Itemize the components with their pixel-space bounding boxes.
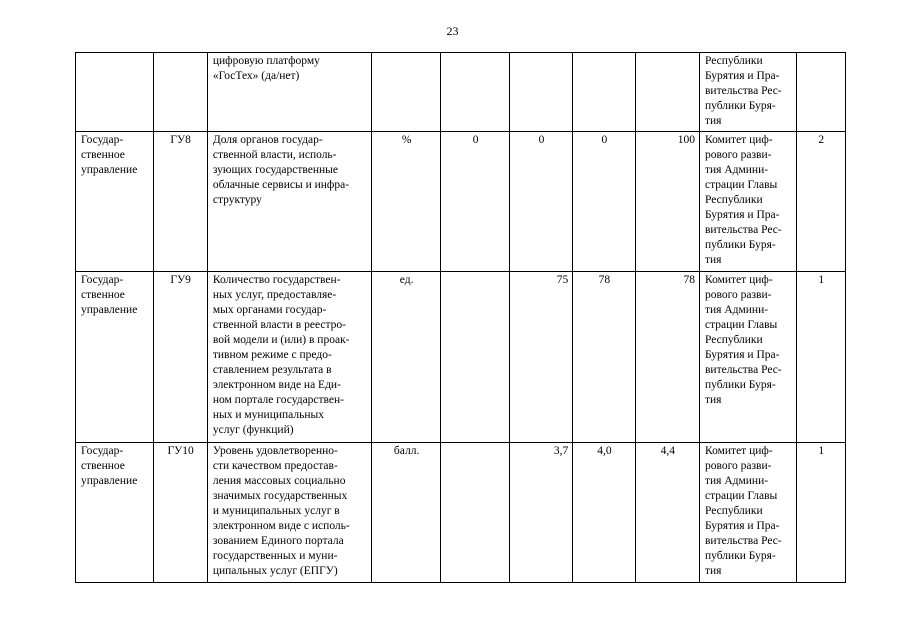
cell-base-value — [441, 272, 509, 443]
cell-base-value — [441, 443, 509, 583]
cell-value-2: 0 — [573, 132, 635, 272]
cell-sphere: Государ- ственное управление — [76, 443, 154, 583]
cell-unit — [371, 53, 440, 132]
cell-indicator: Количество государствен- ных услуг, предоставляе- мых органами государ- ственной власти в реестро- вой модели и (или) в проак- тивном режиме с предо- ставлением результата в электронном виде на Еди- ном портале государствен- ных и муниципальных услуг (функций) — [207, 272, 371, 443]
cell-value-3: 4,4 — [635, 443, 699, 583]
cell-value-1: 75 — [509, 272, 572, 443]
cell-value-3 — [635, 53, 699, 132]
cell-value-2: 4,0 — [573, 443, 635, 583]
cell-sphere: Государ- ственное управление — [76, 132, 154, 272]
cell-indicator: Доля органов государ- ственной власти, исполь- зующих государственные облачные сервисы и инфра- структуру — [207, 132, 371, 272]
cell-unit: % — [371, 132, 440, 272]
cell-weight: 1 — [796, 272, 845, 443]
cell-value-1: 0 — [509, 132, 572, 272]
table-row — [76, 272, 846, 443]
cell-code: ГУ8 — [153, 132, 207, 272]
cell-weight: 2 — [796, 132, 845, 272]
cell-value-1 — [509, 53, 572, 132]
cell-responsible: Комитет циф- рового разви- тия Админи- страции Главы Республики Бурятия и Пра- вительства Рес- публики Буря- тия — [699, 132, 796, 272]
cell-responsible: Комитет циф- рового разви- тия Админи- страции Главы Республики Бурятия и Пра- вительства Рес- публики Буря- тия — [699, 443, 796, 583]
cell-base-value: 0 — [441, 132, 509, 272]
table-row — [76, 53, 846, 132]
cell-unit: ед. — [371, 272, 440, 443]
cell-code — [153, 53, 207, 132]
cell-value-2 — [573, 53, 635, 132]
cell-value-1: 3,7 — [509, 443, 572, 583]
cell-responsible: Комитет циф- рового разви- тия Админи- страции Главы Республики Бурятия и Пра- вительства Рес- публики Буря- тия — [699, 272, 796, 443]
cell-unit: балл. — [371, 443, 440, 583]
table-row — [76, 132, 846, 272]
cell-value-3: 78 — [635, 272, 699, 443]
table-row — [76, 443, 846, 583]
indicators-table — [75, 52, 846, 583]
cell-weight — [796, 53, 845, 132]
cell-base-value — [441, 53, 509, 132]
cell-code: ГУ9 — [153, 272, 207, 443]
cell-responsible: Республики Бурятия и Пра- вительства Рес- публики Буря- тия — [699, 53, 796, 132]
cell-sphere — [76, 53, 154, 132]
cell-weight: 1 — [796, 443, 845, 583]
page-number: 23 — [446, 24, 459, 38]
cell-value-2: 78 — [573, 272, 635, 443]
cell-value-3: 100 — [635, 132, 699, 272]
cell-indicator: цифровую платформу «ГосТех» (да/нет) — [207, 53, 371, 132]
cell-sphere: Государ- ственное управление — [76, 272, 154, 443]
cell-code: ГУ10 — [153, 443, 207, 583]
cell-indicator: Уровень удовлетворенно- сти качеством предостав- ления массовых социально значимых государственных и муниципальных услуг в электронном виде с исполь- зованием Единого портала государственных и муни- ципальных услуг (ЕПГУ) — [207, 443, 371, 583]
